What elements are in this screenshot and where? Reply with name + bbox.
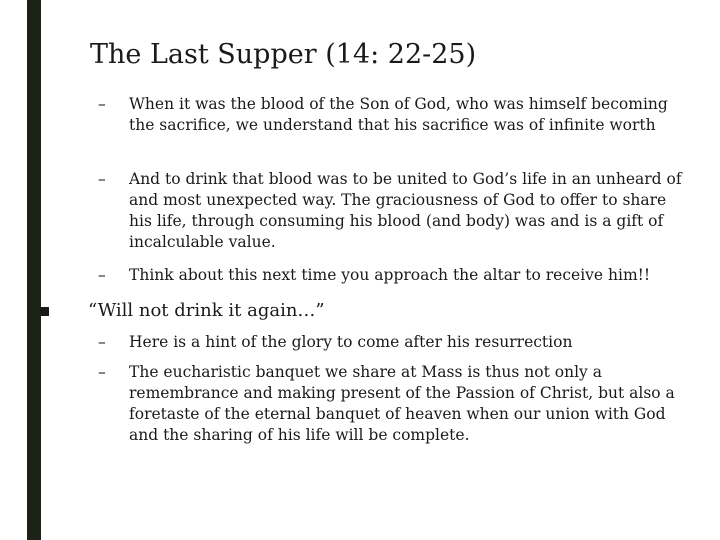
sub-bullet-2 (98, 169, 688, 253)
sub-bullet-3 (98, 265, 688, 286)
sub-bullet-text: Here is a hint of the glory to come after his resurrection (129, 333, 573, 351)
slide-title: The Last Supper (14: 22-25) (90, 39, 477, 70)
main-bullet-text: “Will not drink it again…” (88, 300, 325, 321)
sub-bullet-text: When it was the blood of the Son of God, who was himself becoming the sacrifice, we understand that his sacrifice was of infinite worth (129, 95, 668, 134)
sub-bullet-5 (98, 362, 688, 446)
dash-marker: – (98, 363, 106, 381)
sub-bullet-text: And to drink that blood was to be united to God’s life in an unheard of and most unexpected way. The graciousness of God to offer to share his life, through consuming his blood (and body) was and is a gift of incalculable value. (129, 170, 682, 251)
sub-bullet-1 (98, 94, 688, 136)
square-bullet-icon (40, 307, 49, 316)
dash-marker: – (98, 170, 106, 188)
dash-marker: – (98, 266, 106, 284)
sub-bullet-text: The eucharistic banquet we share at Mass is thus not only a remembrance and making present of the Passion of Christ, but also a foretaste of the eternal banquet of heaven when our union with God and the sharing of his life will be complete. (129, 363, 675, 444)
dash-marker: – (98, 333, 106, 351)
dash-marker: – (98, 95, 106, 113)
sub-bullet-4 (98, 332, 688, 353)
sub-bullet-text: Think about this next time you approach the altar to receive him!! (129, 266, 651, 284)
main-bullet (40, 299, 680, 323)
